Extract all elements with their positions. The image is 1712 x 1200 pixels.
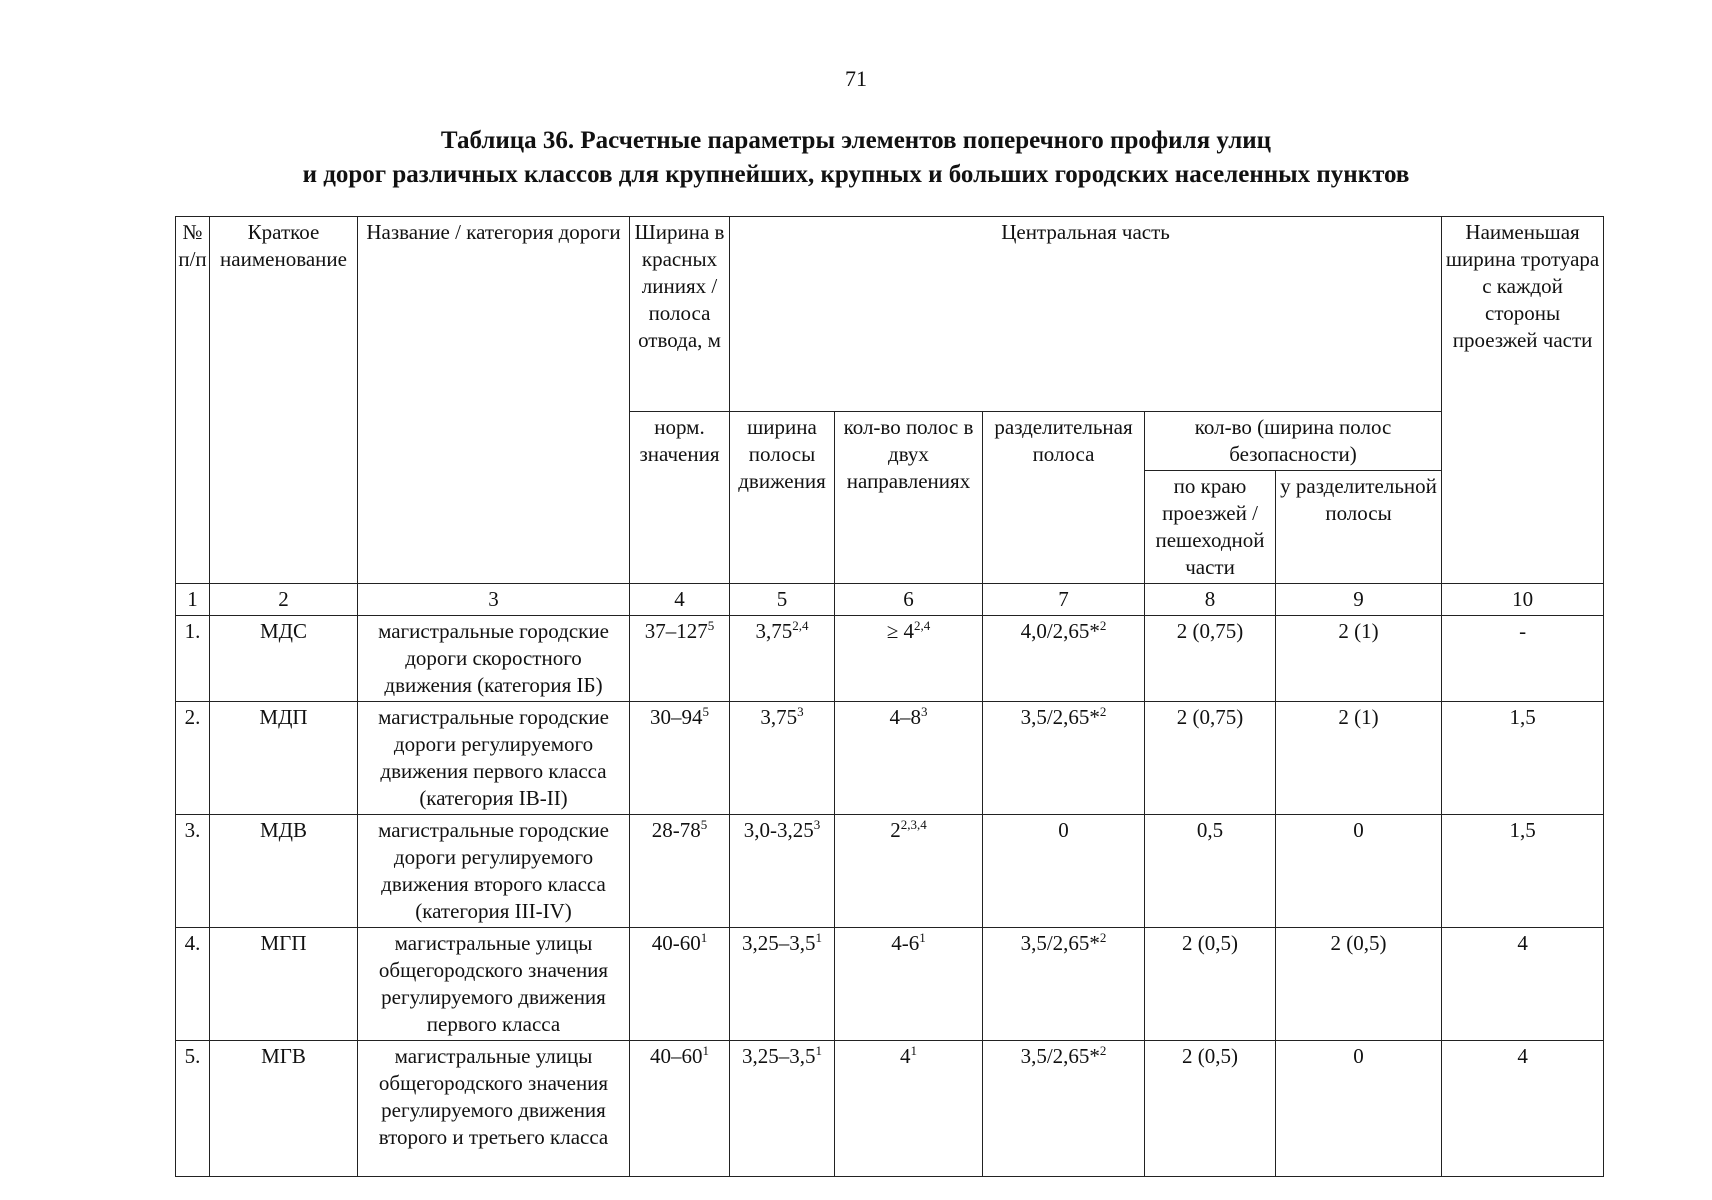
header-lane-count: кол-во полос в двух направлениях (835, 412, 983, 584)
header-lane-width: ширина полосы движения (730, 412, 835, 584)
row-lane-width: 3,0-3,25$^3$ (730, 815, 835, 928)
row-divider-side: 0 (1276, 1041, 1442, 1177)
row-no: 2. (176, 702, 210, 815)
column-numbers-row (176, 584, 1604, 616)
row-no: 4. (176, 928, 210, 1041)
column-number: 8 (1145, 584, 1276, 616)
row-code: МДС (210, 616, 358, 702)
header-row-width: Ширина в красных линиях / полоса отвода, м (630, 217, 730, 412)
row-lane-count: 2$^{2,3,4}$ (835, 815, 983, 928)
page-number: 71 (845, 66, 867, 91)
row-sidewalk: 1,5 (1442, 702, 1604, 815)
row-road-name: магистральные улицы общегородского значения регулируемого движения первого класса (358, 928, 630, 1041)
row-divider-side: 2 (0,5) (1276, 928, 1442, 1041)
column-number: 7 (983, 584, 1145, 616)
header-no: № п/п (176, 217, 210, 584)
row-lane-width: $3,25-3,5^1$ (730, 928, 835, 1041)
row-sidewalk: 4 (1442, 1041, 1604, 1177)
table-row (176, 815, 1604, 928)
row-divider-side: 2 (1) (1276, 702, 1442, 815)
parameters-table (175, 216, 1604, 1177)
column-number: 3 (358, 584, 630, 616)
row-divider: 0 (983, 815, 1145, 928)
row-lane-count: $4-6^1$ (835, 928, 983, 1041)
row-road-name: магистральные городские дороги регулируемого движения второго класса (категория III-IV) (358, 815, 630, 928)
row-divider: 3,5/2,65*$^2$ (983, 702, 1145, 815)
row-divider: 3,5/2,65*$^2$ (983, 1041, 1145, 1177)
row-lane-width: $3,25-3,5^1$ (730, 1041, 835, 1177)
row-width: $28-78^5$ (630, 815, 730, 928)
row-sidewalk: - (1442, 616, 1604, 702)
row-width: $37-127^5$ (630, 616, 730, 702)
row-no: 1. (176, 616, 210, 702)
header-central-part: Центральная часть (730, 217, 1442, 412)
row-edge: 2 (0,75) (1145, 616, 1276, 702)
header-edge: по краю проезжей / пешеходной части (1145, 471, 1276, 584)
row-lane-count: $4^1$ (835, 1041, 983, 1177)
column-number: 9 (1276, 584, 1442, 616)
row-sidewalk: 1,5 (1442, 815, 1604, 928)
row-code: МГП (210, 928, 358, 1041)
row-code: МДВ (210, 815, 358, 928)
header-divider-side: у разделительной полосы (1276, 471, 1442, 584)
column-number: 6 (835, 584, 983, 616)
row-divider: 4,0/2,65*$^2$ (983, 616, 1145, 702)
header-sidewalk: Наименьшая ширина тротуара с каждой стороны проезжей части (1442, 217, 1604, 584)
column-number: 2 (210, 584, 358, 616)
row-lane-width: 3,75$^3$ (730, 702, 835, 815)
row-divider: 3,5/2,65*$^2$ (983, 928, 1145, 1041)
header-norm: норм. значения (630, 412, 730, 584)
column-number: 5 (730, 584, 835, 616)
table-row (176, 616, 1604, 702)
header-safety: кол-во (ширина полос безопасности) (1145, 412, 1442, 471)
header-row-1 (176, 217, 1604, 412)
table-row (176, 1041, 1604, 1177)
row-width: $40-60^1$ (630, 928, 730, 1041)
row-lane-count: $4-8^3$ (835, 702, 983, 815)
row-code: МДП (210, 702, 358, 815)
table-row (176, 928, 1604, 1041)
column-number: 1 (176, 584, 210, 616)
row-road-name: магистральные городские дороги скоростного движения (категория IБ) (358, 616, 630, 702)
row-code: МГВ (210, 1041, 358, 1177)
table-title (0, 124, 1712, 192)
row-no: 5. (176, 1041, 210, 1177)
column-number: 10 (1442, 584, 1604, 616)
row-road-name: магистральные городские дороги регулируемого движения первого класса (категория IВ-II) (358, 702, 630, 815)
header-road-name: Название / категория дороги (358, 217, 630, 584)
table-title-line-1: Таблица 36. Расчетные параметры элементов поперечного профиля улиц (440, 127, 1272, 154)
row-edge: 2 (0,5) (1145, 1041, 1276, 1177)
header-short-name: Краткое наименование (210, 217, 358, 584)
row-sidewalk: 4 (1442, 928, 1604, 1041)
row-edge: 0,5 (1145, 815, 1276, 928)
row-width: $30-94^5$ (630, 702, 730, 815)
table-row (176, 702, 1604, 815)
header-divider: разделительная полоса (983, 412, 1145, 584)
row-road-name: магистральные улицы общегородского значения регулируемого движения второго и третьего класса (358, 1041, 630, 1177)
row-divider-side: 2 (1) (1276, 616, 1442, 702)
row-divider-side: 0 (1276, 815, 1442, 928)
row-lane-count: ≥ $4^{2,4}$ (835, 616, 983, 702)
row-width: $40-60^1$ (630, 1041, 730, 1177)
row-lane-width: 3,75$^{2,4}$ (730, 616, 835, 702)
table-title-line-2: и дорог различных классов для крупнейших, крупных и больших городских населенных пунктов (302, 161, 1410, 188)
row-edge: 2 (0,5) (1145, 928, 1276, 1041)
column-number: 4 (630, 584, 730, 616)
row-no: 3. (176, 815, 210, 928)
row-edge: 2 (0,75) (1145, 702, 1276, 815)
